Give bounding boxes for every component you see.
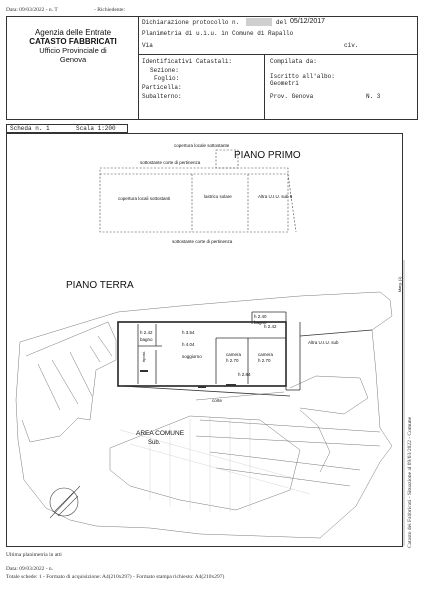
particella-label: Particella: bbox=[142, 84, 182, 91]
header-date: Data: 09/03/2022 - n. T bbox=[6, 7, 58, 13]
sub-label: Sub. bbox=[148, 440, 161, 446]
bagno-b-label: bagno bbox=[254, 320, 267, 325]
camera-b-label: camera bbox=[258, 352, 274, 357]
scheda-label: Scheda n. 1 bbox=[10, 125, 50, 132]
margin-mark: Marg. (1) bbox=[398, 276, 402, 292]
footer-date: Data: 09/03/2022 - n. bbox=[6, 566, 54, 572]
corte-label: corte bbox=[212, 398, 223, 403]
protocol-label: Dichiarazione protocollo n. bbox=[142, 19, 240, 26]
copertura-locali-label: copertura locali sottostanti bbox=[118, 196, 171, 201]
height-404: h 4.04 bbox=[182, 342, 195, 347]
ultima-planimetria: Ultima planimetria in atti bbox=[6, 552, 62, 558]
agency-name: Agenzia delle Entrate bbox=[34, 28, 112, 37]
side-note: Catasto dei Fabbricati - Situazione al 09/03/2022 - Comune bbox=[407, 416, 413, 548]
sottostante-corte-top: sottostante corte di pertinenza bbox=[140, 160, 201, 165]
altra-uiu-6-label: Altra U.I.U. sub 6 bbox=[258, 194, 293, 199]
bagno-a-label: bagno bbox=[140, 337, 153, 342]
n-label: N. 3 bbox=[366, 93, 381, 100]
height-270-a: h 2.70 bbox=[226, 358, 239, 363]
height-242-b: h 2.42 bbox=[264, 324, 277, 329]
subalterno-label: Subalterno: bbox=[142, 93, 182, 100]
area-comune-label: AREA COMUNE bbox=[136, 430, 185, 437]
sezione-label: Sezione: bbox=[150, 67, 179, 74]
via-label: Via bbox=[142, 42, 153, 49]
piano-terra-title: PIANO TERRA bbox=[66, 280, 134, 291]
lastrico-label: lastrico solare bbox=[204, 194, 232, 199]
agency-city: Genova bbox=[59, 55, 87, 64]
soggiorno-label: soggiorno bbox=[182, 354, 202, 359]
sottostante-corte-bottom: sottostante corte di pertinenza bbox=[172, 239, 233, 244]
planimetria-line: Planimetria di u.i.u. in Comune di Rapallo bbox=[142, 30, 294, 37]
height-240: h 2.40 bbox=[254, 314, 267, 319]
agency-catasto: CATASTO FABBRICATI bbox=[29, 37, 117, 46]
copertura-locale-label: copertura locale sottostante bbox=[174, 143, 230, 148]
prov-label: Prov. Genova bbox=[270, 93, 314, 100]
piano-primo-title: PIANO PRIMO bbox=[234, 150, 301, 161]
altra-uiu-sub-label: Altra U.I.U. sub bbox=[308, 340, 339, 345]
agency-office: Ufficio Provinciale di bbox=[39, 46, 107, 55]
height-242-a: h 2.42 bbox=[140, 330, 153, 335]
height-270-b: h 2.70 bbox=[258, 358, 271, 363]
height-284: h 2.84 bbox=[238, 372, 251, 377]
foglio-label: Foglio: bbox=[154, 75, 180, 82]
compilata-title: Compilata da: bbox=[270, 58, 317, 65]
height-354: h 3.54 bbox=[182, 330, 195, 335]
iscritto-label: Iscritto all'albo: bbox=[270, 73, 335, 80]
scale-label: Scala 1:200 bbox=[76, 125, 116, 132]
footer-totale: Totale schede: 1 - Formato di acquisizione: A4(210x297) - Formato stampa richiesto: A4(210x297) bbox=[6, 574, 225, 580]
civ-label: civ. bbox=[344, 42, 359, 49]
camera-a-label: camera bbox=[226, 352, 242, 357]
protocol-date: 05/12/2017 bbox=[290, 18, 326, 25]
identificativi-title: Identificativi Catastali: bbox=[142, 58, 233, 65]
profession: Geometri bbox=[270, 80, 299, 87]
header-requester: - Richiedente: bbox=[94, 7, 126, 13]
protocol-del: del bbox=[276, 19, 287, 26]
ripostiglio-label: ripost. bbox=[141, 351, 146, 362]
